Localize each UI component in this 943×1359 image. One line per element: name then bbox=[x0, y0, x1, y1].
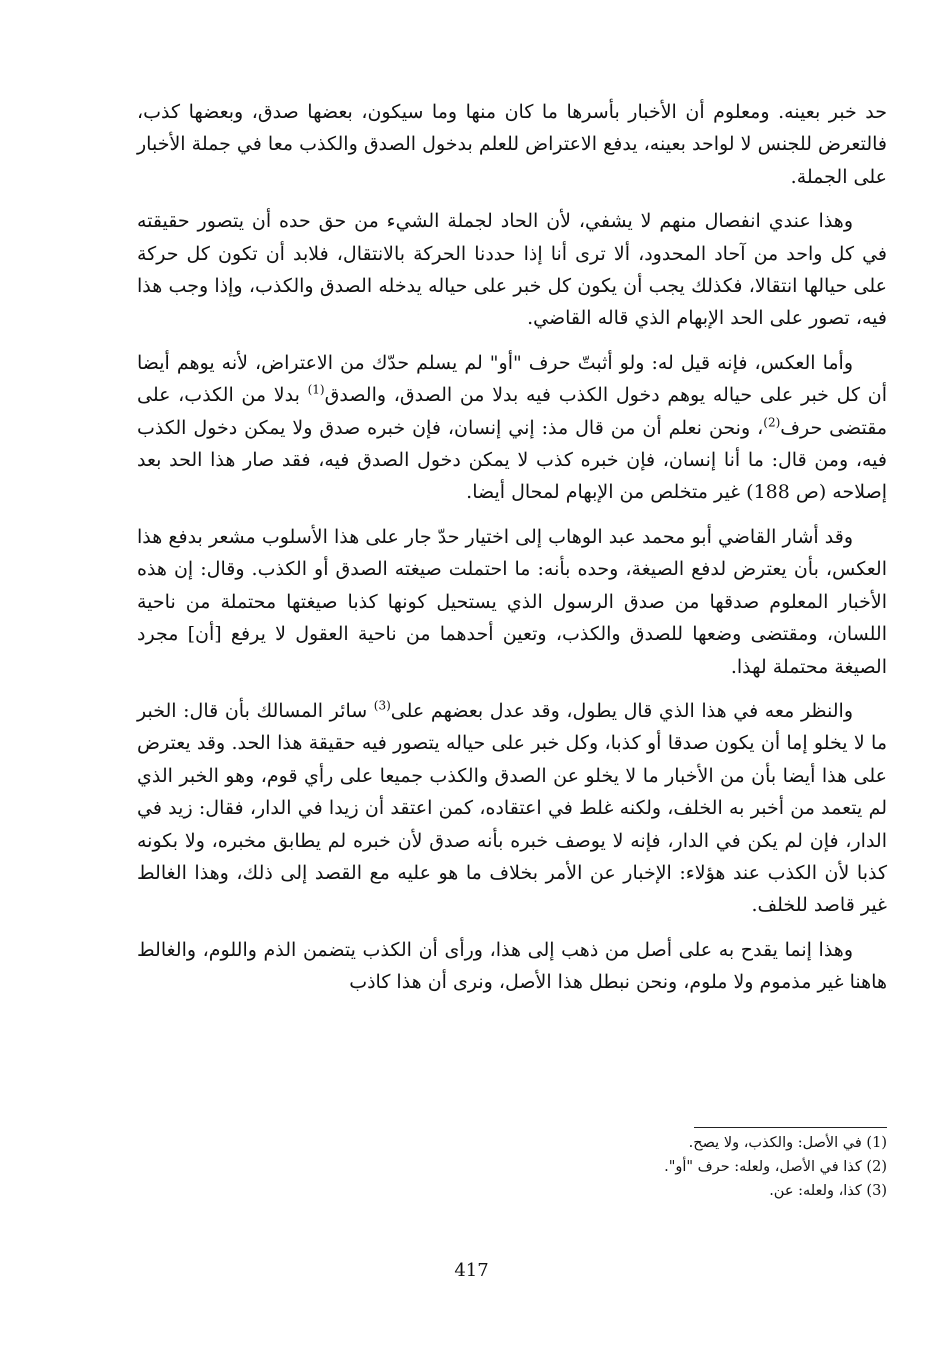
text-run: والنظر معه في هذا الذي قال يطول، وقد عدل بعضهم على bbox=[390, 699, 853, 722]
footnote-divider bbox=[694, 1127, 887, 1128]
text-run: ، ونحن نعلم أن من قال مذ: إني إنسان، فإن خبره صدق ولا يمكن دخول الكذب فيه، ومن قال: ما أنا إنسان، فإن خبره كذب لا يمكن دخول الصدق فيه، فقد صار هذا الحد بعد إصلاحه (ص 188) غير متخلص من الإبهام لمحال أيضا. bbox=[137, 416, 887, 504]
text-run: حد خبر بعينه. ومعلوم أن الأخبار بأسرها ما كان منها وما سيكون، بعضها صدق، وبعضها كذب، فالتعرض للجنس لا لواحد بعينه، يدفع الاعتراض للعلم بدخول الصدق والكذب معا في جملة الأخبار على الجملة. bbox=[137, 101, 887, 188]
paragraph bbox=[137, 205, 887, 335]
main-text bbox=[137, 96, 887, 999]
text-run: سائر المسالك بأن قال: الخبر ما لا يخلو إما أن يكون صدقا أو كذبا، وكل خبر على حياله يتصور فيه حقيقة هذا الحد. وقد يعترض على هذا أيضا بأن من الأخبار ما لا يخلو عن الصدق والكذب جميعا على رأي قوم، وهو الخبر الذي لم يتعمد من أخبر به الخلف، ولكنه غلط في اعتقاده، كمن اعتقد أن زيدا في الدار، فقال: زيد في الدار، فإن لم يكن في الدار، فإنه لا يوصف خبره بأنه صدق لأن خبره لم يطابق مخبره، ولا بكونه كذبا لأن الكذب عند هؤلاء: الإخبار عن الأمر بخلاف ما هو عليه مع القصد إلى ذلك، وهذا الغالط غير قاصد للخلف. bbox=[137, 699, 887, 917]
text-run: وهذا إنما يقدح به على أصل من ذهب إلى هذا، ورأى أن الكذب يتضمن الذم واللوم، والغالط هاهنا غير مذموم ولا ملوم، ونحن نبطل هذا الأصل، ونرى أن هذا كاذب bbox=[137, 938, 887, 994]
footnote-reference: (1) bbox=[307, 382, 325, 397]
paragraph bbox=[137, 695, 887, 922]
footnote-2: (2) كذا في الأصل، ولعله: حرف "أو". bbox=[664, 1159, 887, 1175]
paragraph bbox=[137, 347, 887, 509]
page-number: 417 bbox=[454, 1260, 489, 1281]
text-run: وهذا عندي انفصال منهم لا يشفي، لأن الحاد لجملة الشيء من حق حده أن يتصور حقيقته في كل واحد من آحاد المحدود، ألا ترى أنا إذا حددنا الحركة بالانتقال، فلابد أن تكون كل حركة على حيالها انتقالا، فكذلك يجب أن يكون كل خبر على حياله يدخله الصدق والكذب، وإذا وجب هذا فيه، تصور على الحد الإبهام الذي قاله القاضي. bbox=[137, 210, 887, 330]
text-run: بدلا من الكذب، على مقتضى حرف bbox=[137, 384, 887, 439]
paragraph bbox=[137, 96, 887, 193]
text-run: وأما العكس، فإنه قيل له: ولو أثبتّ حرف "أو" لم يسلم حدّك من الاعتراض، لأنه يوهم أيضا أن كل خبر على حياله يوهم دخول الكذب فيه بدلا من الصدق، والصدق bbox=[137, 351, 888, 407]
footnote-reference: (3) bbox=[373, 698, 391, 713]
text-run: وقد أشار القاضي أبو محمد عبد الوهاب إلى اختيار حدّ جار على هذا الأسلوب مشعر بدفع هذا العكس، بأن يعترض لدفع الصيغة، وحده بأنه: ما احتملت صيغته الصدق أو الكذب. وقال: إن هذه الأخبار المعلوم صدقها من صدق الرسول الذي يستحيل كونها كذبا صيغتها محتملة من ناحية اللسان، ومقتضى وضعها للصدق والكذب، وتعين أحدهما من ناحية العقول لا يرفع [أن] مجرد الصيغة محتملة لهذا. bbox=[137, 525, 887, 678]
footnote-3: (3) كذا، ولعله: عن. bbox=[769, 1183, 887, 1199]
footnote-1: (1) في الأصل: والكذب، ولا يصح. bbox=[688, 1135, 887, 1151]
paragraph bbox=[137, 521, 887, 683]
footnotes bbox=[560, 1131, 887, 1203]
footnote-reference: (2) bbox=[763, 415, 781, 430]
paragraph bbox=[137, 934, 887, 999]
